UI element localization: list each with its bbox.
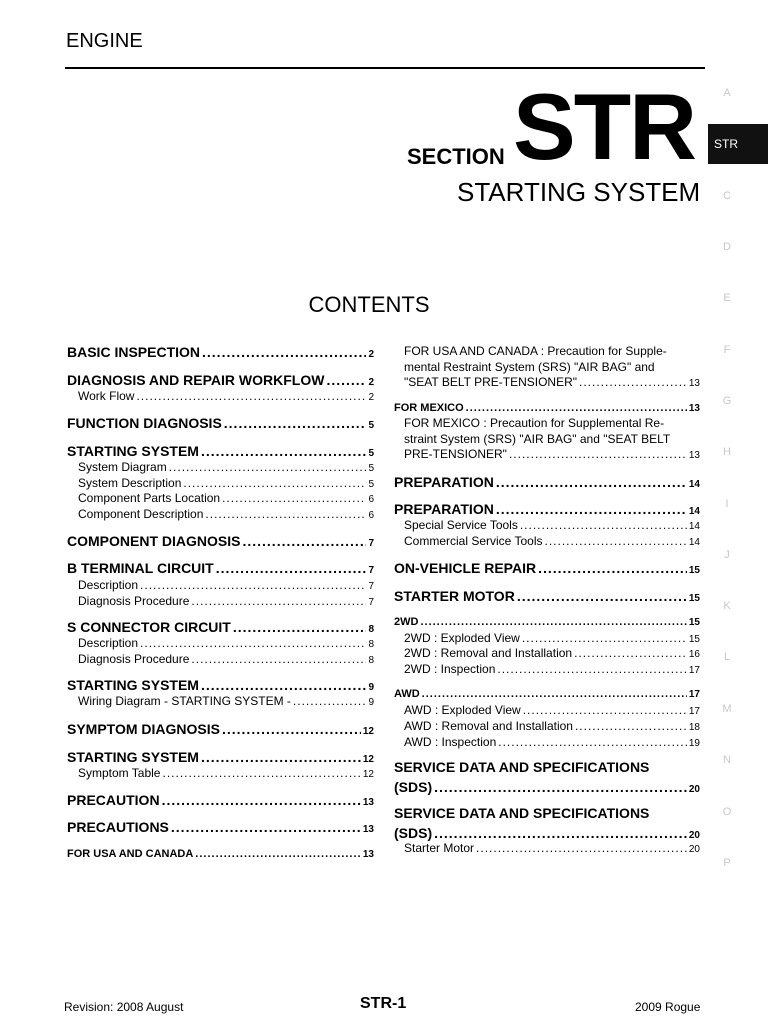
- toc-entry[interactable]: [67, 344, 374, 360]
- section-name: STARTING SYSTEM: [457, 177, 701, 207]
- toc-label: S CONNECTOR CIRCUIT: [67, 619, 231, 635]
- side-tab-e[interactable]: E: [723, 292, 731, 304]
- toc-label: SYMPTOM DIAGNOSIS: [67, 721, 220, 737]
- toc-label: (SDS): [394, 779, 433, 795]
- toc-entry[interactable]: [404, 841, 700, 855]
- toc-page: 16: [688, 649, 700, 660]
- toc-entry[interactable]: [67, 372, 374, 388]
- side-tab-l[interactable]: L: [723, 651, 731, 663]
- side-tab-m[interactable]: M: [722, 703, 732, 715]
- toc-page: 7: [368, 565, 374, 576]
- toc-page: 8: [368, 639, 374, 650]
- toc-label: Component Description: [78, 507, 204, 521]
- toc-entry[interactable]: [67, 848, 374, 860]
- toc-label: System Diagram: [78, 460, 167, 474]
- toc-label: Starter Motor: [404, 841, 475, 855]
- toc-entry[interactable]: [78, 766, 374, 780]
- toc-entry[interactable]: [67, 819, 374, 835]
- contents-heading: [0, 292, 768, 318]
- toc-label: COMPONENT DIAGNOSIS: [67, 533, 241, 549]
- toc-label: (SDS): [394, 825, 433, 841]
- toc-page: 7: [368, 581, 374, 592]
- toc-entry[interactable]: [394, 474, 700, 490]
- toc-page: 2: [368, 392, 374, 403]
- toc-page: 9: [368, 697, 374, 708]
- toc-label: ON-VEHICLE REPAIR: [394, 560, 537, 576]
- manual-category-title: ENGINE: [66, 30, 143, 52]
- toc-label-line: FOR USA AND CANADA : Precaution for Supple-: [404, 344, 667, 358]
- toc-page: 15: [688, 634, 700, 645]
- toc-label: Wiring Diagram - STARTING SYSTEM -: [78, 694, 291, 708]
- toc-label: System Description: [78, 476, 182, 490]
- toc-entry[interactable]: [78, 389, 374, 403]
- toc-entry[interactable]: [404, 631, 700, 645]
- toc-page: 17: [688, 665, 700, 676]
- toc-page: 14: [688, 506, 700, 517]
- toc-entry-wrap: [404, 416, 670, 447]
- toc-label: Work Flow: [78, 389, 135, 403]
- toc-label: Special Service Tools: [404, 518, 518, 532]
- footer-model: 2009 Rogue: [635, 1000, 701, 1014]
- toc-page: 20: [688, 784, 700, 795]
- side-tab-n[interactable]: N: [723, 754, 731, 766]
- toc-page: 17: [688, 689, 700, 700]
- toc-page: 17: [688, 706, 700, 717]
- toc-page: 12: [362, 769, 374, 780]
- toc-page: 13: [688, 450, 700, 461]
- toc-page: 12: [362, 754, 374, 765]
- toc-entry[interactable]: [394, 501, 700, 517]
- side-tab-k[interactable]: K: [723, 600, 731, 612]
- toc-entry[interactable]: [67, 443, 374, 459]
- toc-label: B TERMINAL CIRCUIT: [67, 560, 214, 576]
- toc-entry[interactable]: [404, 662, 700, 676]
- section-label: SECTION: [407, 144, 505, 169]
- toc-entry[interactable]: [78, 460, 374, 474]
- toc-entry[interactable]: [67, 677, 374, 693]
- toc-label: Description: [78, 636, 139, 650]
- toc-entry[interactable]: [67, 792, 374, 808]
- side-tab-i[interactable]: I: [725, 498, 729, 510]
- toc-label: AWD : Inspection: [404, 735, 497, 749]
- toc-entry[interactable]: [78, 476, 374, 490]
- toc-page: 15: [688, 593, 700, 604]
- toc-entry[interactable]: [404, 534, 700, 548]
- toc-label: PRECAUTIONS: [67, 819, 169, 835]
- toc-page: 12: [362, 726, 374, 737]
- side-tab-c[interactable]: C: [723, 190, 731, 202]
- toc-label: PREPARATION: [394, 474, 494, 490]
- toc-label: AWD : Removal and Installation: [404, 719, 573, 733]
- toc-label-line: mental Restraint System (SRS) "AIR BAG" and: [404, 359, 655, 374]
- toc-page: 5: [368, 448, 374, 459]
- toc-page: 5: [368, 479, 374, 490]
- toc-label: Commercial Service Tools: [404, 534, 543, 548]
- toc-page: 18: [688, 722, 700, 733]
- toc-entry[interactable]: [78, 594, 374, 608]
- toc-entry[interactable]: [404, 518, 700, 532]
- toc-entry[interactable]: [67, 749, 374, 765]
- toc-label: STARTING SYSTEM: [67, 443, 199, 459]
- toc-page: 13: [362, 797, 374, 808]
- toc-entry[interactable]: [78, 491, 374, 505]
- toc-label: Symptom Table: [78, 766, 161, 780]
- contents-title: CONTENTS: [308, 292, 430, 317]
- toc-entry[interactable]: [78, 694, 374, 708]
- toc-label: 2WD : Exploded View: [404, 631, 520, 645]
- side-tab-h[interactable]: H: [723, 446, 731, 458]
- toc-label-line: straint System (SRS) "AIR BAG" and "SEAT BELT: [404, 431, 671, 446]
- toc-label: AWD: [394, 688, 420, 700]
- toc-page: 9: [368, 682, 374, 693]
- toc-entry[interactable]: [67, 721, 374, 737]
- side-tab-g[interactable]: G: [722, 395, 732, 407]
- toc-label: 2WD: [394, 616, 419, 628]
- toc-entry[interactable]: [404, 719, 700, 733]
- toc-label: FOR USA AND CANADA: [67, 848, 194, 860]
- toc-entry[interactable]: [394, 588, 700, 604]
- toc-entry[interactable]: [394, 779, 700, 795]
- toc-entry[interactable]: [404, 375, 700, 389]
- toc-label: STARTER MOTOR: [394, 588, 515, 604]
- toc-entry[interactable]: [404, 735, 700, 749]
- toc-label: FUNCTION DIAGNOSIS: [67, 415, 222, 431]
- toc-page: 14: [688, 537, 700, 548]
- toc-page: 13: [688, 378, 700, 389]
- toc-entry[interactable]: [67, 619, 374, 635]
- toc-label: Component Parts Location: [78, 491, 221, 505]
- toc-entry[interactable]: [67, 560, 374, 576]
- toc-page: 20: [688, 844, 700, 855]
- toc-label: PRECAUTION: [67, 792, 160, 808]
- toc-entry[interactable]: [404, 646, 700, 660]
- side-tab-d[interactable]: D: [723, 241, 731, 253]
- toc-entry[interactable]: [394, 560, 700, 576]
- footer-revision: Revision: 2008 August: [64, 1000, 184, 1014]
- side-tab-j[interactable]: J: [724, 549, 730, 561]
- toc-entry[interactable]: [78, 578, 374, 592]
- toc-entry[interactable]: [78, 636, 374, 650]
- toc-label: Diagnosis Procedure: [78, 594, 190, 608]
- toc-label: Description: [78, 578, 139, 592]
- side-tab-o[interactable]: O: [722, 806, 732, 818]
- toc-page: 2: [368, 349, 374, 360]
- toc-label: STARTING SYSTEM: [67, 677, 199, 693]
- toc-label: AWD : Exploded View: [404, 703, 521, 717]
- footer-page-number: STR-1: [360, 995, 407, 1012]
- toc-label: FOR MEXICO: [394, 402, 464, 414]
- toc-entry[interactable]: [394, 402, 700, 414]
- side-tab-str[interactable]: STR: [708, 124, 768, 164]
- toc-label: STARTING SYSTEM: [67, 749, 199, 765]
- toc-page: 13: [362, 849, 374, 860]
- toc-label: PREPARATION: [394, 501, 494, 517]
- toc-page: 19: [688, 738, 700, 749]
- section-code: STR: [513, 74, 695, 179]
- toc-page: 5: [368, 420, 374, 431]
- toc-entry[interactable]: [78, 652, 374, 666]
- toc-label: 2WD : Removal and Installation: [404, 646, 573, 660]
- toc-entry[interactable]: [67, 533, 374, 549]
- toc-page: 20: [688, 830, 700, 841]
- toc-label-line: SERVICE DATA AND SPECIFICATIONS: [394, 805, 650, 821]
- toc-page: 5: [368, 463, 374, 474]
- toc-entry[interactable]: [404, 703, 700, 717]
- toc-label: DIAGNOSIS AND REPAIR WORKFLOW: [67, 372, 325, 388]
- toc-entry[interactable]: [78, 507, 374, 521]
- toc-label: 2WD : Inspection: [404, 662, 496, 676]
- toc-entry[interactable]: [67, 415, 374, 431]
- toc-label-line: FOR MEXICO : Precaution for Supplemental Re-: [404, 416, 665, 430]
- toc-page: 15: [688, 617, 700, 628]
- toc-page: 14: [688, 521, 700, 532]
- toc-page: 8: [368, 655, 374, 666]
- toc-entry[interactable]: [394, 688, 700, 700]
- toc-label: PRE-TENSIONER": [404, 447, 507, 461]
- toc-page: 15: [688, 565, 700, 576]
- toc-page: 13: [362, 824, 374, 835]
- toc-page: 6: [368, 510, 374, 521]
- toc-label-line: SERVICE DATA AND SPECIFICATIONS: [394, 759, 650, 775]
- header-rule: [65, 67, 705, 69]
- toc-label: "SEAT BELT PRE-TENSIONER": [404, 375, 578, 389]
- side-tab-f[interactable]: F: [723, 344, 731, 356]
- toc-page: 14: [688, 479, 700, 490]
- toc-entry[interactable]: [404, 447, 700, 461]
- side-tab-p[interactable]: P: [723, 857, 731, 869]
- toc-entry-wrap: [404, 344, 667, 375]
- toc-page: 2: [368, 377, 374, 388]
- side-tab-a[interactable]: A: [723, 87, 731, 99]
- toc-entry[interactable]: [394, 825, 700, 841]
- toc-label: Diagnosis Procedure: [78, 652, 190, 666]
- toc-page: 6: [368, 494, 374, 505]
- toc-page: 8: [368, 624, 374, 635]
- toc-entry[interactable]: [394, 616, 700, 628]
- toc-page: 13: [688, 403, 700, 414]
- toc-page: 7: [368, 597, 374, 608]
- toc-page: 7: [368, 538, 374, 549]
- toc-label: BASIC INSPECTION: [67, 344, 201, 360]
